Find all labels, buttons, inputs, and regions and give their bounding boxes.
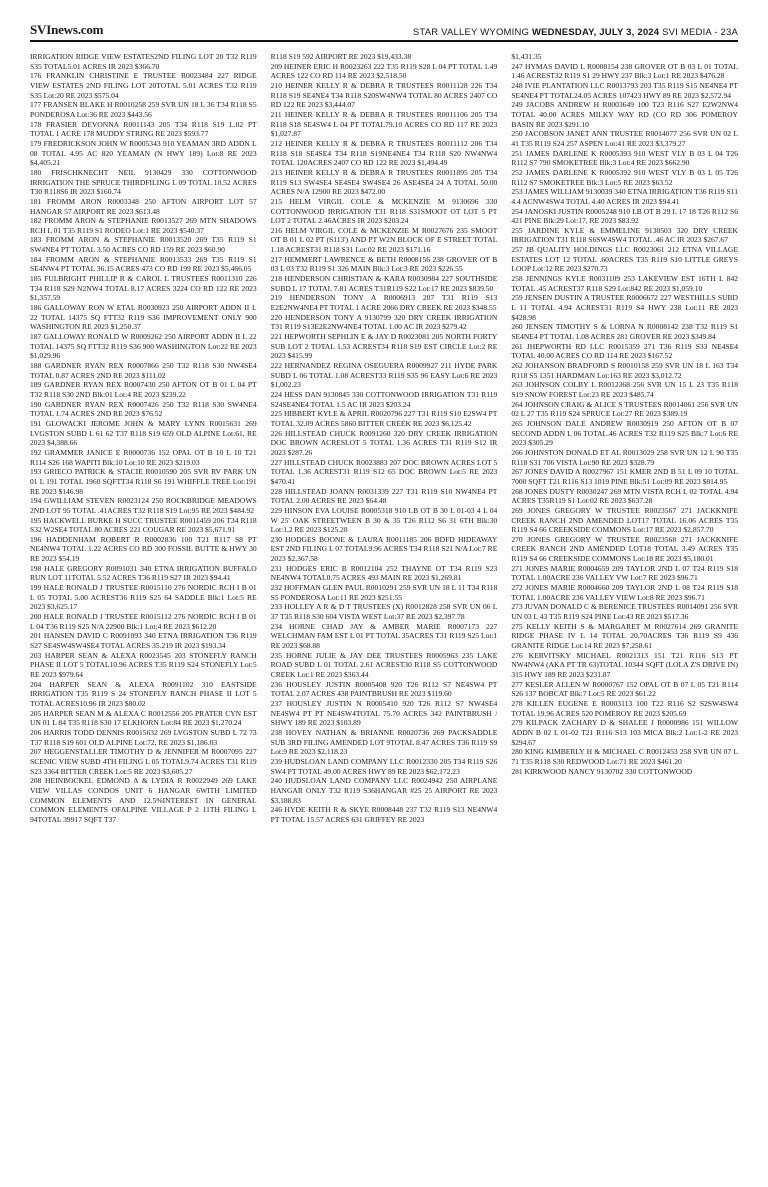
tax-notice-entry: 233 HOLLEY A R & D T TRUSTEES (X) R0012828 258 SVR UN 06 L 37 T35 R118 S30 604 VISTA WEST Lot:37 RE 2023 $2,397.78 [270,602,498,622]
tax-notice-entry: 186 GALLOWAY RON W ETAL R0030923 250 AIRPORT ADDN II L 22 TOTAL 14375 SQ FTT32 R119 S36 IMPROVEMENT ONLY 900 WASHINGTON RE 2023 $1,250.37 [30,303,257,332]
tax-notice-entry: 228 HILLSTEAD JOANN R0031339 227 T31 R119 S10 NW4NE4 PT TOTAL 2.00 ACRES RE 2023 $64.48 [270,486,498,506]
tax-notice-entry: 211 HEINER KELLY R & DEBRA R TRUSTEES R0011106 205 T34 R118 S18 SE4SW4 L 04 PT TOTAL79.10 ACRES CO RD 117 RE 2023 $1,027.87 [270,109,498,139]
tax-notice-entry: 203 HARPER SEAN & ALEXA R0023545 203 STONEFLY RANCH PHASE II LOT 5 TOTAL10.96 ACRES T35 R119 S24 STONEFLY Lot:5 RE 2023 $979.64 [30,650,257,679]
tax-notice-entry: 272 JONES MARIE R0004660 209 TAYLOR 2ND L 08 T24 R119 S18 TOTAL 1.00ACRE 236 VALLEY VIEW Lot:8 RE 2023 $96.71 [511,583,738,602]
tax-notice-entry: 231 HODGES ERIC B R0012104 252 THAYNE OT T34 R119 S23 NE4NW4 TOTAL0.75 ACRES 493 MAIN RE 2023 $1,269.81 [270,563,498,583]
tax-notice-entry: 226 HILLSTEAD CHUCK R0091260 320 DRY CREEK IRRIGATION DOC BROWN ACRESLOT 5 TOTAL 1.36 ACRES T31 R119 S12 IR 2023 $287.26 [270,428,498,457]
tax-notice-entry: 277 KESLER ALLEN W R0000767 152 OPAL OT B 07 L 05 T21 R114 S26 137 BOBCAT Blk:7 Lot:5 RE 2023 $61.22 [511,679,738,699]
tax-notice-entry: 216 HELM VIRGIL COLE & MCKENZIE M R0027676 235 SMOOT OT B 01 L 02 PT (S113') AND PT W2N BLOCK OF E STREET TOTAL 1.18 ACREST31 R118 S31 Lot:02 RE 2023 $171.16 [270,225,498,255]
tax-notice-entry: 266 JOHNSTON DONALD ET AL R0013029 258 SVR UN 12 L 90 T35 R118 S31 706 VISTA Lot:90 RE 2023 $328.79 [511,447,738,467]
tax-notice-entry: 221 HEPWORTH SEPHLIN E & JAY D R0023081 205 NORTH FORTY SUB LOT 2 TOTAL 1.53 ACREST34 R118 S19 EST CIRCLE Lot:2 RE 2023 $415.99 [270,332,498,361]
tax-notice-entry: 229 HINSON EVA LOUISE R0005318 910 LB OT B 30 L 01-03 4 L 04 W 25' OAK STREETWEEN B 30 & 35 T26 R112 S6 31 6TH Blk:30 Lot:1,2 RE 2023 $125.28 [270,505,498,535]
tax-notice-entry: 250 JACOBSON JANET ANN TRUSTEE R0014077 256 SVR UN 02 L 41 T35 R119 S24 257 ASPEN Lot:41 RE 2023 $3,379.27 [511,129,738,148]
tax-notice-entry: 179 FREDRICKSON JOHN W R0005343 910 YEAMAN 3RD ADDN L 08 TOTAL 4.95 AC 820 YEAMAN (N HWY 189) Lot:8 RE 2023 $4,405.21 [30,138,257,168]
tax-notice-entry: 182 FROMM ARON & STEPHANIE R0013527 269 MTN SHADOWS RCH L 01 T35 R119 S1 RODEO Lot:1 RE 2023 $540.37 [30,216,257,235]
site-name: SVInews.com [30,22,104,37]
tax-notice-entry: 262 JOHANSON BRADFORD S R0010158 259 SVR UN 18 L 163 T34 R118 S5 1351 HARDMAN Lot:163 RE 2023 $3,012.72 [511,361,738,380]
column-1 [30,52,257,1182]
tax-notice-entry: 184 FROMM ARON & STEPHANIE R0013533 269 T35 R119 S1 SE4NW4 PT TOTAL 36.15 ACRES 473 CO RD 199 RE 2023 $5,466.05 [30,254,257,274]
tax-notice-entry: 264 JOHNSON CRAIG & ALICE S TRUSTEES R0014061 256 SVR UN 02 L 27 T35 R119 S24 SPRUCE Lot:27 RE 2023 $389.19 [511,399,738,419]
tax-notice-entry: 185 FULBRIGHT PHILLIP R & CAROL L TRUSTEES R0011310 226 T34 R118 S29 N2NW4 TOTAL 8.17 ACRES 3224 CO RD 122 RE 2023 $1,357.59 [30,274,257,303]
tax-notice-entry: 224 HESS DAN 9130845 330 COTTONWOOD IRRIGATION T31 R119 S24SE4NE4 TOTAL 1.5 AC IR 2023 $203.24 [270,389,498,409]
tax-notice-entry: IRRIGATION RIDGE VIEW ESTATES2ND FILING LOT 20 T32 R119 S35 TOTAL5.01 ACRES IR 2023 $366.70 [30,52,257,71]
tax-notice-entry: 230 HODGES BOONE & LAURA R0011185 206 BDFD HIDEAWAY EST 2ND FILING L 07 TOTAL9.96 ACRES T34 R118 S21 N/A Lot:7 RE 2023 $2,367.58 [270,534,498,564]
tax-notice-entry: 207 HEGGENSTALLER TIMOTHY D & JENNIFER M R0007095 227 SCENIC VIEW SUBD 4TH FILING L 05 TOTAL9.74 ACRES T31 R119 S23 3364 BITTER CREEK Lot:5 RE 2023 $3,605.27 [30,747,257,776]
tax-notice-entry: 180 FRISCHKNECHT NEIL 9130429 330 COTTONWOOD IRRIGATION THE SPRUCE THIRDFILING L 09 TOTAL 10.52 ACRES T30 R118S6 IR 2023 $160.74 [30,167,257,197]
tax-notice-entry: 194 GWILLIAM STEVEN R0023124 250 ROCKBRIDGE MEADOWS 2ND LOT 95 TOTAL .41ACRES T32 R118 S19 Lot:95 RE 2023 $484.92 [30,496,257,515]
tax-notice-entry: R118 S19 592 AIRPORT RE 2023 $19,433.38 [270,52,412,61]
tax-notice-entry: 210 HEINER KELLY R & DEBRA R TRUSTEES R0011128 226 T34 R118 S19 SE4NE4 T34 R118 S20SW4NW4 TOTAL 80 ACRES 2407 CO RD 122 RE 2023 $3,444.07 [270,80,498,110]
tax-notice-entry: 181 FROMM ARON R0003348 250 AFTON AIRPORT LOT 57 HANGAR 57 AIRPORT RE 2023 $613.48 [30,196,257,216]
tax-notice-entry: 209 HEINER ERIC H R0023263 222 T35 R119 S28 L 04 PT TOTAL 1.49 ACRES 122 CO RD 114 RE 2023 $2,518.50 [270,61,498,81]
tax-notice-entry: 227 HILLSTEAD CHUCK R0023883 207 DOC BROWN ACRES LOT 5 TOTAL 1.36 ACREST31 R119 S12 65 DOC BROWN Lot:5 RE 2023 $470.41 [270,457,498,486]
tax-notice-entry: 225 HIBBERT KYLE & APRIL R0020796 227 T31 R119 S10 E2SW4 PT TOTAL 32.09 ACRES 5860 BITTER CREEK RE 2023 $6,125.42 [270,409,498,428]
tax-notice-entry: 192 GRAMMER JANICE E R0000736 152 OPAL OT B 10 L 10 T21 R114 S26 168 WAPITI Blk:10 Lot:10 RE 2023 $219.03 [30,447,257,467]
tax-notice-entry: 276 KERVITSKY MICHAEL R0021313 151 T21 R116 S13 PT NW4NW4 (AKA PT TR 63)TOTAL 10344 SQFT (LOLA Z'S DRIVE IN) 315 HWY 189 RE 2023 $231.87 [511,650,738,679]
tax-notice-entry: 258 JENNINGS KYLE R0031109 253 LAKEVIEW EST 16TH L 842 TOTAL .45 ACREST37 R118 S29 Lot:842 RE 2023 $1,059.10 [511,274,738,293]
column-3 [511,52,738,1182]
tax-notice-entry: 200 HALE RONALD J TRUSTEE R0015112 276 NORDIC RCH I B 01 L 04 T36 R119 S25 N/A 22900 Blk:1 Lot:4 RE 2023 $612.20 [30,612,257,631]
tax-notice-entry: 251 JAMES DARLENE K R0005393 910 WEST VLY B 03 L 04 T26 R112 S7 790 SMOKETREE Blk:3 Lot:4 RE 2023 $662.90 [511,148,738,168]
tax-notice-entry: 204 HARPER SEAN & ALEXA R0091102 310 EASTSIDE IRRIGATION T35 R119 S 24 STONEFLY RANCH PHASE II LOT 5 TOTAL ACRES10.96 IR 2023 $80.02 [30,679,257,708]
tax-notice-entry: 273 JUVAN DONALD C & BERENICE TRUSTEES R0014091 256 SVR UN 03 L 43 T35 R119 S24 PINE Lot:43 RE 2023 $517.36 [511,602,738,622]
tax-notice-entry: 187 GALLOWAY RONALD W R0009262 250 AIRPORT ADDN II L 22 TOTAL 14375 SQ FTT32 R119 S36 900 WASHINGTON Lot:22 RE 2023 $1,029.96 [30,332,257,361]
paper-name: STAR VALLEY WYOMING [412,27,530,38]
tax-notice-entry: 252 JAMES DARLENE K R0005392 910 WEST VLY B 03 L 05 T26 R112 S7 SMOKETREE Blk:3 Lot:5 RE 2023 $63.52 [511,167,738,187]
tax-notice-entry: 238 HOVEY NATHAN & BRIANNE R0020736 269 PACKSADDLE SUB 3RD FILING AMENDED LOT 9TOTAL 8.47 ACRES T36 R119 S9 Lot:9 RE 2023 $2,118.23 [270,727,498,757]
tax-notice-entry: 253 JAMES WILLIAM 9130039 340 ETNA IRRIGATION T36 R119 S11 4.4 ACNW4SW4 TOTAL 4.40 ACRES IR 2023 $94.41 [511,187,738,206]
tax-notice-entry: 281 KIRKWOOD NANCY 9130702 330 COTTONWOOD [511,766,693,776]
tax-notice-entry: 219 HENDERSON TONY A R0006913 207 T31 R119 S13 E2E2NW4NE4 PT TOTAL 1 ACRE 2066 DRY CREEK RE 2023 $348.55 [270,293,498,313]
tax-notice-entry: 240 HUDSLOAN LAND COMPANY LLC R0024942 250 AIRPLANE HANGAR ONLY T32 R119 S36HANGAR #25 25 AIRPORT RE 2023 $3,188.83 [270,776,498,805]
notice-columns [30,52,738,1182]
tax-notice-entry: 278 KILLEN EUGENE E R0003113 100 T22 R116 S2 S2SW4SW4 TOTAL 19.96 ACRES 520 POMEROY RE 2023 $205.69 [511,698,738,718]
tax-notice-entry: 190 GARDNER RYAN REX R0007426 250 T32 R118 S30 SW4NE4 TOTAL 1.74 ACRES 2ND RE 2023 $76.52 [30,399,257,419]
tax-notice-entry: 178 FRASIER DEVONNA R0011143 205 T34 R118 S19 L.02 PT TOTAL 1 ACRE 178 MUDDY STRING RE 2023 $593.77 [30,119,257,139]
tax-notice-entry: 236 HOUSLEY JUSTIN R0005408 920 T26 R112 S7 NE4SW4 PT TOTAL 2.07 ACRES 438 PAINTBRUSH RE 2023 $119.60 [270,679,498,699]
tax-notice-entry: 212 HEINER KELLY R & DEBRA R TRUSTEES R0011112 206 T34 R118 S18 SE4SE4 T34 R118 S19NE4NE4 T34 R118 S20 NW4NW4 TOTAL 120ACRES 2407 CO RD 122 RE 2023 $1,494.49 [270,138,498,168]
tax-notice-entry: 206 HARRIS TODD DENNIS R0015632 269 LVGSTON SUBD L 72 73 T37 R118 S19 601 OLD ALPINE Lot:72, RE 2023 $1,186.03 [30,727,257,747]
tax-notice-entry: 270 JONES GREGORY W TRUSTEE R0023568 271 JACKKNIFE CREEK RANCH 2ND AMENDED LOT18 TOTAL 3.49 ACRES T35 R119 S4 66 CREEKSIDE COMMONS Lot:18 RE 2023 $5,180.01 [511,534,738,564]
tax-notice-entry: 220 HENDERSON TONY A 9130799 320 DRY CREEK IRRIGATION T31 R119 S13E2E2NW4NE4 TOTAL 1.00 AC IR 2023 $279.42 [270,312,498,332]
tax-notice-entry: 246 HYDE KEITH R & SKYE R0008448 237 T32 R119 S13 NE4NW4 PT TOTAL 15.57 ACRES 631 GRIFFEY RE 2023 [270,805,498,824]
tax-notice-entry: 247 HYMAS DAVID L R0008154 238 GROVER OT B 03 L 01 TOTAL 1.46 ACREST32 R119 S1 29 HWY 237 Blk:3 Lot:1 RE 2023 $476.28 [511,61,738,81]
tax-notice-entry: 263 JOHNSON COLBY L R0012368 256 SVR UN 15 L 23 T35 R118 S19 SNOW FOREST Lot:23 RE 2023 $485.74 [511,380,738,399]
tax-notice-entry: 208 HEINBOCKEL EDMOND A & LYDIA R R0022949 269 LAKE VIEW VILLAS CONDOS UNIT 6 HANGAR 6WITH LIMITED COMMON ELEMENTS AND 12.5%INTEREST IN GENERAL COMMON ELEMENTS OFALPINE VILLAGE P 2 11TH FILING L 94TOTAL 39917 SQFT T37 [30,776,257,824]
tax-notice-entry: 191 GLOWACKI JEROME JOHN & MARY LYNN R0015631 269 LVGSTON SUBD L 61 62 T37 R118 S19 659 OLD ALPINE Lot:61, RE 2023 $4,388.66 [30,418,257,448]
tax-notice-entry: 259 JENSEN DUSTIN A TRUSTEE R0006672 227 WESTHILLS SUBD L 11 TOTAL 4.94 ACREST31 R119 S4 HWY 238 Lot:11 RE 2023 $428.98 [511,293,738,322]
tax-notice-entry: 196 HADDENHAM ROBERT R R0002836 100 T21 R117 S8 PT NE4NW4 TOTAL 1.22 ACRES CO RD 300 FOSSIL BUTTE & HWY 30 RE 2023 $54.19 [30,534,257,564]
tax-notice-entry: 234 HORNE CHAD JAY & AMBER MARIE R0007173 227 WELCHMAN FAM EST L 01 PT TOTAL 35ACRES T31 R119 S25 Lot:1 RE 2023 $68.88 [270,621,498,651]
issue-date: WEDNESDAY, JULY 3, 2024 [531,27,660,38]
tax-notice-entry: 260 JENSEN TIMOTHY S & LORNA N R0008142 238 T32 R119 S1 SE4NE4 PT TOTAL 1.08 ACRES 281 GROVER RE 2023 $349.84 [511,322,738,342]
tax-notice-entry: 217 HEMMERT LAWRENCE & BETH R0008156 238 GROVER OT B 03 L 03 T32 R119 S1 326 MAIN Blk:3 Lot:3 RE 2023 $226.55 [270,254,498,274]
tax-notice-entry: 183 FROMM ARON & STEPHANIE R0013520 269 T35 R119 S1 SW4NE4 PT TOTAL 3.50 ACRES CO RD 159 RE 2023 $60.90 [30,235,257,255]
tax-notice-entry: 268 JONES DUSTY R0030247 269 MTN VISTA RCH L 02 TOTAL 4.94 ACRES T35R119 S1 Lot:02 RE 2023 $637.28 [511,486,738,506]
tax-notice-entry: 198 HALE GREGORY R0091031 340 ETNA IRRIGATION BUFFALO RUN LOT 11TOTAL 5.52 ACRES T36 R119 S27 IR 2023 $94.41 [30,563,257,583]
tax-notice-entry: 215 HELM VIRGIL COLE & MCKENZIE M 9130696 330 COTTONWOOD IRRIGATION T31 R118 S31SMOOT OT LOT 5 PT LOT 2 TOTAL 2.46ACRES IR 2023 $203.24 [270,196,498,226]
tax-notice-entry: 254 JANOSKI JUSTIN R0005248 910 LB OT B 29 L 17 18 T26 R112 S6 421 PINE Blk:29 Lot:17, RE 2023 $83.92 [511,206,738,226]
tax-notice-entry: 205 HARPER SEAN M & ALEXA C R0012556 205 PRATER CYN EST UN 01 L 84 T35 R118 S30 17 ELKHORN Lot:84 RE 2023 $1,270.24 [30,708,257,728]
tax-notice-entry: 177 FRANSEN BLAKE H R0010258 259 SVR UN 18 L 36 T34 R118 S5 PONDEROSA Lot:36 RE 2023 $443.56 [30,100,257,119]
masthead [30,16,738,42]
tax-notice-entry: 193 GRIECO PATRICK & STACIE R0010590 205 SVR RV PARK UN 01 L 191 TOTAL 1960 SQFTT34 R118 S6 191 WHIFFLE TREE Lot:191 RE 2023 $146.98 [30,467,257,496]
tax-notice-entry: 265 JOHNSON DALE ANDREW R0030919 250 AFTON OT B 07 SECOND ADDN L 06 TOTAL.46 ACRES T32 R119 S25 Blk:7 Lot:6 RE 2023 $305.29 [511,418,738,448]
tax-notice-entry: $1,431.35 [511,52,542,61]
tax-notice-entry: 267 JONES DAVID A R0027967 151 KMER 2ND B 51 L 09 10 TOTAL 7000 SQFT T21 R116 S13 1019 PINE Blk:51 Lot:09 RE 2023 $814.95 [511,467,738,486]
tax-notice-entry: 261 JHEPWORTH RD LLC R0015359 271 T36 R119 S33 NE4SE4 TOTAL 40.00 ACRES CO RD 114 RE 2023 $167.52 [511,341,738,361]
tax-notice-entry: 188 GARDNER RYAN REX R0007866 250 T32 R118 S30 NW4SE4 TOTAL 0.87 ACRES 2ND RE 2023 $111.02 [30,361,257,380]
tax-notice-entry: 269 JONES GREGORY W TRUSTEE R0023567 271 JACKKNIFE CREEK RANCH 2ND AMENDED LOT17 TOTAL 16.06 ACRES T35 R119 S4 66 CREEKSIDE COMMONS Lot:17 RE 2023 $2,857.70 [511,505,738,535]
tax-notice-entry: 232 HOFFMAN GLEN PAUL R0010291 259 SVR UN 18 L 11 T34 R118 S5 PONDEROSA Lot:11 RE 2023 $251.55 [270,583,498,602]
tax-notice-entry: 218 HENDERSON CHRISTIAN & KARA R0030984 227 SOUTHSIDE SUBD L 17 TOTAL 7.81 ACRES T31R119 S22 Lot:17 RE 2023 $839.50 [270,274,498,293]
tax-notice-entry: 271 JONES MARIE R0004659 209 TAYLOR 2ND L 07 T24 R119 S18 TOTAL 1.00ACRE 236 VALLEY VW Lot:7 RE 2023 $96.71 [511,563,738,583]
tax-notice-entry: 176 FRANKLIN CHRISTINE E TRUSTEE R0023484 227 RIDGE VIEW ESTATES 2ND FILING LOT 20TOTAL 5.01 ACRES T32 R119 S35 Lot:20 RE 2023 $575.04 [30,71,257,100]
tax-notice-entry: 201 HANSEN DAVID C R0091093 340 ETNA IRRIGATION T36 R119 S27 SE4SW4SW4SE4 TOTAL ACRES 35.219 IR 2023 $193.34 [30,631,257,651]
tax-notice-entry: 280 KING KIMBERLY H & MICHAEL C R0012453 258 SVR UN 07 L 71 T35 R118 S30 REDWOOD Lot:71 RE 2023 $461.20 [511,747,738,766]
tax-notice-entry: 235 HORNE JULIE & JAY DEE TRUSTEES R0005963 235 LAKE ROAD SUBD L 01 TOTAL 2.61 ACREST30 R118 S5 COTTONWOOD CREEK Lot:1 RE 2023 $363.44 [270,650,498,679]
tax-notice-entry: 239 HUDSLOAN LAND COMPANY LLC R0012330 205 T34 R119 S26 SW4 PT TOTAL 49.00 ACRES HWY 89 RE 2023 $62,172.23 [270,756,498,776]
section-page: SVI MEDIA - 23A [662,27,738,38]
tax-notice-entry: 222 HERNANDEZ REGINA OSEGUERA R0009927 211 HYDE PARK SUBD L 06 TOTAL 1.08 ACREST33 R119 S35 96 EASY Lot:6 RE 2023 $1,002.23 [270,361,498,390]
tax-notice-entry: 189 GARDNER RYAN REX R0007430 250 AFTON OT B 01 L 04 PT T32 R118 S30 2ND Blk:01 Lot:4 RE 2023 $239.22 [30,380,257,399]
tax-notice-entry: 237 HOUSLEY JUSTIN N R0005410 920 T26 R112 S7 NW4SE4 NE4SW4 PT PT NE4SW4TOTAL 75.70 ACRES 342 PAINTBRUSH / SHWY 189 RE 2023 $103.89 [270,698,498,728]
tax-notice-entry: 199 HALE RONALD J TRUSTEE R0015110 276 NORDIC RCH I B 01 L 05 TOTAL 5.00 ACREST36 R119 S25 64 SADDLE Blk:1 Lot:5 RE 2023 $3,625.17 [30,583,257,612]
column-2 [271,52,498,1182]
tax-notice-entry: 213 HEINER KELLY R & DEBRA R TRUSTEES R0011895 205 T34 R119 S13 SW4SE4 SE4SE4 SW4SE4 26 ASE4SE4 24 A TOTAL 50.00 ACRES N/A 12900 RE 2023 $472.00 [270,167,498,197]
tax-notice-entry: 275 KELLY KEITH S & MARGARET M R0027614 269 GRANITE RIDGE PHASE IV L 14 TOTAL 20.70ACRES T36 R119 S9 436 GRANITE RIDGE Lot:14 RE 2023 $7,258.61 [511,621,738,651]
tax-notice-entry: 279 KILPACK ZACHARY D & SHALEE J R0000986 151 WILLOW ADDN B 02 L 01-02 T21 R116 S13 103 MICA Blk:2 Lot:1-2 RE 2023 $294.67 [511,718,738,747]
tax-notice-entry: 255 JARDINE KYLE & EMMELINE 9130503 320 DRY CREEK IRRIGATION T31 R118 S6SW4SW4 TOTAL .46 AC IR 2023 $267.67 [511,225,738,245]
tax-notice-entry: 249 JACOBS ANDREW H R0003649 100 T23 R116 S27 E2W2NW4 TOTAL 40.00 ACRES MILKY WAY RD (CO RD 306 POMEROY BASIN RE 2023 $291.10 [511,100,738,129]
tax-notice-entry: 248 IVIE PLANTATION LLC R0013793 203 T35 R119 S15 NE4NE4 PT SE4NE4 PT TOTAL24.05 ACRES 107423 HWY 89 RE 2023 $2,572.94 [511,80,738,100]
page-folio [413,27,738,38]
tax-notice-entry: 195 HACKWELL BURKE H SUCC TRUSTEE R0011459 206 T34 R118 S32 W2SE4 TOTAL 80 ACRES 221 COUGAR RE 2023 $5,671.91 [30,515,257,535]
tax-notice-entry: 257 JB QUALITY HOLDINGS LLC R0023061 212 ETNA VILLAGE ESTATES LOT 12 TOTAL .60ACRES T35 R119 S10 LITTLE GREYS LOOP Lot:12 RE 2023 $270.73 [511,245,738,274]
